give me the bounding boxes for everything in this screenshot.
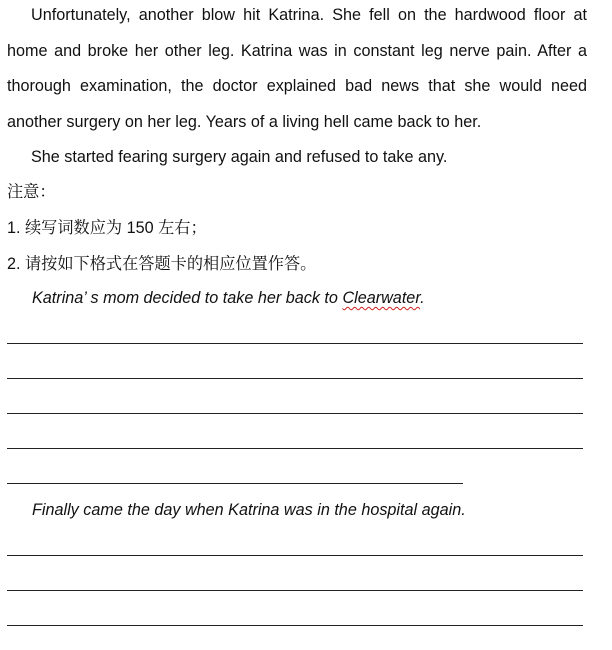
notes-item-word-count: 1. 续写词数应为 150 左右； — [7, 219, 207, 237]
notes-heading: 注意： — [7, 183, 56, 201]
passage-paragraph-1: Unfortunately, another blow hit Katrina. She fell on the hardwood floor at home and broke her other leg. Katrina was in constant leg nerve pain. After a thorough examination, the doctor explained bad news that she would need another surgery on her leg. Years of a living hell came back to her. — [7, 6, 587, 131]
answer-line — [7, 343, 583, 344]
continuation-2-opening: Finally came the day when Katrina was in the hospital again. — [32, 501, 466, 519]
answer-line — [7, 483, 463, 484]
continuation-1-opening-text: Katrina’ s mom decided to take her back to — [32, 289, 343, 307]
spellcheck-flagged-word: Clearwater — [342, 289, 421, 307]
answer-line — [7, 590, 583, 591]
answer-line — [7, 448, 583, 449]
answer-line — [7, 555, 583, 556]
continuation-1-opening-period: . — [420, 289, 425, 307]
continuation-1-opening — [32, 287, 425, 309]
notes-item-format: 2. 请按如下格式在答题卡的相应位置作答。 — [7, 255, 317, 273]
answer-line — [7, 413, 583, 414]
answer-line — [7, 625, 583, 626]
passage-paragraph-2: She started fearing surgery again and refused to take any. — [31, 148, 448, 166]
answer-line — [7, 378, 583, 379]
